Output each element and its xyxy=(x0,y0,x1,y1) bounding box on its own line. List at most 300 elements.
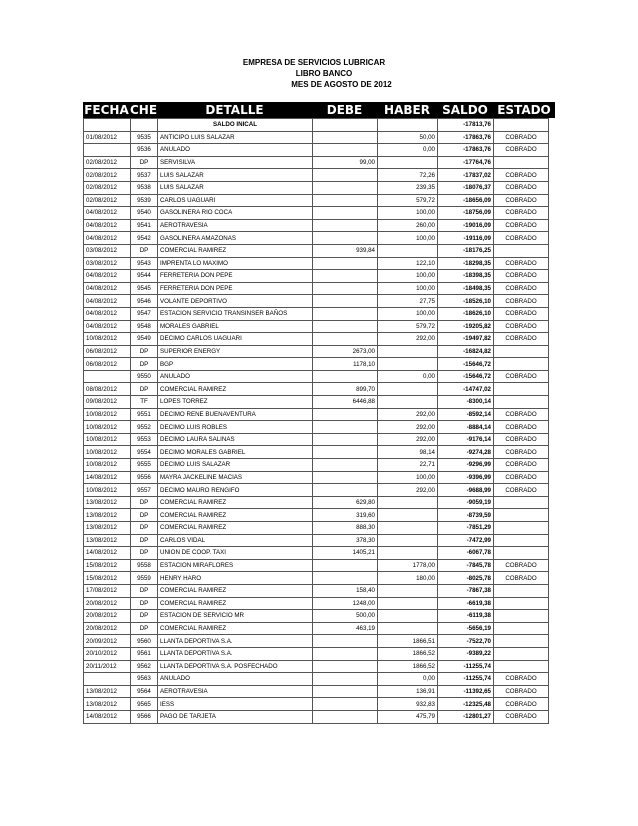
cell-fecha: 04/08/2012 xyxy=(84,295,131,308)
cell-saldo: -14747,02 xyxy=(438,383,494,396)
cell-fecha: 02/08/2012 xyxy=(84,156,131,169)
cell-fecha xyxy=(84,370,131,383)
cell-cheque: 9549 xyxy=(131,333,158,346)
cell-haber: 0,00 xyxy=(378,370,438,383)
cell-detalle: LUIS SALAZAR xyxy=(158,181,313,194)
cell-estado xyxy=(494,244,549,257)
table-row xyxy=(84,370,549,383)
cell-debe xyxy=(313,270,378,283)
cell-fecha: 20/09/2012 xyxy=(84,635,131,648)
table-row xyxy=(84,647,549,660)
cell-fecha xyxy=(84,119,131,132)
cell-debe: 319,60 xyxy=(313,509,378,522)
cell-debe: 158,40 xyxy=(313,584,378,597)
cell-cheque: 9546 xyxy=(131,295,158,308)
cell-detalle: BGP xyxy=(158,358,313,371)
cell-cheque: 9550 xyxy=(131,370,158,383)
cell-cheque: DP xyxy=(131,383,158,396)
table-row xyxy=(84,219,549,232)
cell-fecha: 01/08/2012 xyxy=(84,131,131,144)
cell-detalle: IESS xyxy=(158,698,313,711)
header-cheque: CHE xyxy=(130,103,157,117)
cell-fecha: 04/08/2012 xyxy=(84,219,131,232)
cell-debe xyxy=(313,370,378,383)
cell-detalle: DECIMO MAURO RENGIFO xyxy=(158,484,313,497)
cell-haber xyxy=(378,534,438,547)
cell-saldo: -9274,28 xyxy=(438,446,494,459)
cell-saldo: -17863,76 xyxy=(438,144,494,157)
cell-saldo: -15646,72 xyxy=(438,358,494,371)
cell-saldo: -5656,19 xyxy=(438,622,494,635)
table-row xyxy=(84,635,549,648)
cell-haber: 136,91 xyxy=(378,685,438,698)
cell-estado: COBRADO xyxy=(494,685,549,698)
cell-estado: COBRADO xyxy=(494,307,549,320)
cell-saldo: -6619,38 xyxy=(438,597,494,610)
cell-haber xyxy=(378,622,438,635)
cell-fecha: 10/08/2012 xyxy=(84,446,131,459)
cell-estado xyxy=(494,597,549,610)
cell-fecha: 10/08/2012 xyxy=(84,333,131,346)
cell-detalle: GASOLINERA RIO COCA xyxy=(158,207,313,220)
cell-debe: 1248,00 xyxy=(313,597,378,610)
cell-saldo: -18076,37 xyxy=(438,181,494,194)
cell-haber: 50,00 xyxy=(378,131,438,144)
cell-fecha: 13/08/2012 xyxy=(84,534,131,547)
cell-detalle: COMERCIAL RAMIREZ xyxy=(158,509,313,522)
cell-debe: 99,00 xyxy=(313,156,378,169)
cell-fecha: 02/08/2012 xyxy=(84,181,131,194)
cell-cheque: 9537 xyxy=(131,169,158,182)
cell-cheque: 9558 xyxy=(131,559,158,572)
cell-cheque: 9554 xyxy=(131,446,158,459)
header-saldo: SALDO xyxy=(442,103,488,117)
cell-debe xyxy=(313,433,378,446)
cell-fecha: 20/08/2012 xyxy=(84,610,131,623)
cell-haber xyxy=(378,119,438,132)
cell-saldo: -19497,82 xyxy=(438,333,494,346)
cell-estado: COBRADO xyxy=(494,320,549,333)
cell-estado: COBRADO xyxy=(494,370,549,383)
cell-saldo: -9296,99 xyxy=(438,459,494,472)
cell-haber: 72,26 xyxy=(378,169,438,182)
cell-detalle: DECIMO CARLOS UAGUARI xyxy=(158,333,313,346)
cell-cheque: 9541 xyxy=(131,219,158,232)
cell-haber: 932,83 xyxy=(378,698,438,711)
cell-detalle: UNION DE COOP. TAXI xyxy=(158,547,313,560)
cell-saldo: -18656,09 xyxy=(438,194,494,207)
cell-haber: 100,00 xyxy=(378,471,438,484)
cell-estado: COBRADO xyxy=(494,433,549,446)
cell-estado: COBRADO xyxy=(494,710,549,723)
cell-haber: 292,00 xyxy=(378,408,438,421)
cell-fecha: 04/08/2012 xyxy=(84,307,131,320)
table-row xyxy=(84,270,549,283)
cell-debe xyxy=(313,635,378,648)
cell-cheque: 9566 xyxy=(131,710,158,723)
cell-fecha: 04/08/2012 xyxy=(84,282,131,295)
cell-cheque: 9535 xyxy=(131,131,158,144)
table-row xyxy=(84,207,549,220)
cell-estado xyxy=(494,534,549,547)
table-row xyxy=(84,282,549,295)
cell-haber: 22,71 xyxy=(378,459,438,472)
cell-estado: COBRADO xyxy=(494,207,549,220)
cell-fecha: 20/08/2012 xyxy=(84,597,131,610)
table-row xyxy=(84,559,549,572)
table-row xyxy=(84,534,549,547)
cell-detalle: ANULADO xyxy=(158,144,313,157)
cell-haber xyxy=(378,610,438,623)
cell-debe xyxy=(313,181,378,194)
cell-debe xyxy=(313,559,378,572)
cell-debe xyxy=(313,698,378,711)
cell-saldo: -8025,78 xyxy=(438,572,494,585)
cell-cheque: 9564 xyxy=(131,685,158,698)
cell-debe xyxy=(313,282,378,295)
cell-saldo: -18398,35 xyxy=(438,270,494,283)
cell-haber: 27,75 xyxy=(378,295,438,308)
cell-detalle: MORALES GABRIEL xyxy=(158,320,313,333)
cell-fecha: 13/08/2012 xyxy=(84,685,131,698)
cell-cheque: 9565 xyxy=(131,698,158,711)
cell-haber: 1778,00 xyxy=(378,559,438,572)
table-row xyxy=(84,244,549,257)
cell-fecha: 10/08/2012 xyxy=(84,459,131,472)
cell-haber: 292,00 xyxy=(378,333,438,346)
table-row xyxy=(84,610,549,623)
cell-saldo: -15646,72 xyxy=(438,370,494,383)
table-row xyxy=(84,710,549,723)
table-row xyxy=(84,496,549,509)
cell-debe xyxy=(313,207,378,220)
cell-saldo: -18526,10 xyxy=(438,295,494,308)
cell-haber: 292,00 xyxy=(378,433,438,446)
cell-cheque: 9563 xyxy=(131,673,158,686)
cell-cheque: 9562 xyxy=(131,660,158,673)
document-titles xyxy=(0,57,638,90)
cell-debe xyxy=(313,572,378,585)
cell-debe: 1405,21 xyxy=(313,547,378,560)
cell-fecha: 10/08/2012 xyxy=(84,433,131,446)
table-row xyxy=(84,698,549,711)
cell-debe xyxy=(313,144,378,157)
cell-estado xyxy=(494,610,549,623)
cell-cheque xyxy=(131,119,158,132)
cell-detalle: FERRETERIA DON PEPE xyxy=(158,270,313,283)
cell-estado: COBRADO xyxy=(494,698,549,711)
cell-saldo: -6067,78 xyxy=(438,547,494,560)
cell-estado xyxy=(494,345,549,358)
cell-debe xyxy=(313,685,378,698)
cell-cheque: 9542 xyxy=(131,232,158,245)
table-row xyxy=(84,345,549,358)
cell-haber: 475,79 xyxy=(378,710,438,723)
cell-debe xyxy=(313,421,378,434)
ledger-table xyxy=(83,118,549,724)
cell-debe: 463,19 xyxy=(313,622,378,635)
table-row xyxy=(84,396,549,409)
cell-haber: 579,72 xyxy=(378,194,438,207)
cell-cheque: DP xyxy=(131,547,158,560)
cell-saldo: -9396,99 xyxy=(438,471,494,484)
cell-detalle: PAGO DE TARJETA xyxy=(158,710,313,723)
cell-estado xyxy=(494,660,549,673)
table-row xyxy=(84,194,549,207)
cell-fecha: 04/08/2012 xyxy=(84,320,131,333)
cell-haber: 100,00 xyxy=(378,282,438,295)
cell-detalle: ESTACION DE SERVICIO MR xyxy=(158,610,313,623)
cell-haber xyxy=(378,396,438,409)
cell-estado xyxy=(494,496,549,509)
cell-estado xyxy=(494,358,549,371)
cell-cheque: DP xyxy=(131,496,158,509)
cell-estado xyxy=(494,635,549,648)
cell-estado: COBRADO xyxy=(494,572,549,585)
cell-cheque: 9547 xyxy=(131,307,158,320)
cell-fecha: 02/08/2012 xyxy=(84,194,131,207)
cell-detalle: COMERCIAL RAMIREZ xyxy=(158,597,313,610)
cell-debe xyxy=(313,169,378,182)
cell-detalle: SALDO INICAL xyxy=(158,119,313,132)
cell-debe xyxy=(313,647,378,660)
cell-haber: 100,00 xyxy=(378,232,438,245)
cell-detalle: COMERCIAL RAMIREZ xyxy=(158,622,313,635)
cell-debe: 888,30 xyxy=(313,522,378,535)
cell-detalle: DECIMO MORALES GABRIEL xyxy=(158,446,313,459)
table-row xyxy=(84,169,549,182)
cell-estado xyxy=(494,622,549,635)
cell-haber: 100,00 xyxy=(378,270,438,283)
table-row xyxy=(84,433,549,446)
cell-estado: COBRADO xyxy=(494,333,549,346)
cell-haber: 239,35 xyxy=(378,181,438,194)
cell-saldo: -9059,19 xyxy=(438,496,494,509)
cell-saldo: -19205,82 xyxy=(438,320,494,333)
cell-debe: 6446,88 xyxy=(313,396,378,409)
cell-haber xyxy=(378,547,438,560)
cell-saldo: -8592,14 xyxy=(438,408,494,421)
cell-cheque: 9536 xyxy=(131,144,158,157)
cell-estado: COBRADO xyxy=(494,459,549,472)
cell-detalle: COMERCIAL RAMIREZ xyxy=(158,383,313,396)
cell-fecha: 03/08/2012 xyxy=(84,244,131,257)
cell-debe xyxy=(313,673,378,686)
table-row xyxy=(84,232,549,245)
header-estado: ESTADO xyxy=(497,103,551,117)
cell-saldo: -9688,99 xyxy=(438,484,494,497)
table-row xyxy=(84,295,549,308)
cell-fecha: 14/08/2012 xyxy=(84,547,131,560)
cell-estado: COBRADO xyxy=(494,408,549,421)
cell-debe xyxy=(313,408,378,421)
table-row xyxy=(84,358,549,371)
cell-estado: COBRADO xyxy=(494,446,549,459)
cell-detalle: COMERCIAL RAMIREZ xyxy=(158,496,313,509)
cell-debe: 899,70 xyxy=(313,383,378,396)
cell-saldo: -18176,25 xyxy=(438,244,494,257)
cell-cheque: DP xyxy=(131,156,158,169)
cell-debe xyxy=(313,295,378,308)
table-row xyxy=(84,307,549,320)
cell-estado: COBRADO xyxy=(494,295,549,308)
ledger-body xyxy=(84,119,549,724)
cell-cheque: 9539 xyxy=(131,194,158,207)
cell-fecha: 10/08/2012 xyxy=(84,421,131,434)
cell-estado: COBRADO xyxy=(494,471,549,484)
header-fecha: FECHA xyxy=(84,103,129,117)
cell-detalle: COMERCIAL RAMIREZ xyxy=(158,584,313,597)
cell-fecha: 20/08/2012 xyxy=(84,622,131,635)
cell-haber: 579,72 xyxy=(378,320,438,333)
period-title: MES DE AGOSTO DE 2012 xyxy=(291,80,392,89)
cell-fecha xyxy=(84,673,131,686)
cell-estado: COBRADO xyxy=(494,270,549,283)
cell-cheque: 9538 xyxy=(131,181,158,194)
cell-estado xyxy=(494,156,549,169)
cell-saldo: -11255,74 xyxy=(438,673,494,686)
cell-debe: 2673,00 xyxy=(313,345,378,358)
cell-haber: 1866,52 xyxy=(378,647,438,660)
cell-detalle: SERVISILVA xyxy=(158,156,313,169)
cell-haber xyxy=(378,597,438,610)
cell-saldo: -17863,76 xyxy=(438,131,494,144)
cell-estado: COBRADO xyxy=(494,219,549,232)
cell-detalle: ESTACION MIRAFLORES xyxy=(158,559,313,572)
cell-cheque: DP xyxy=(131,534,158,547)
cell-cheque: 9561 xyxy=(131,647,158,660)
cell-fecha: 13/08/2012 xyxy=(84,509,131,522)
cell-fecha: 02/08/2012 xyxy=(84,169,131,182)
cell-haber: 0,00 xyxy=(378,673,438,686)
cell-haber: 100,00 xyxy=(378,307,438,320)
header-haber: HABER xyxy=(384,103,430,117)
cell-estado: COBRADO xyxy=(494,673,549,686)
cell-detalle: LOPES TORREZ xyxy=(158,396,313,409)
cell-cheque: 9548 xyxy=(131,320,158,333)
cell-saldo: -18626,10 xyxy=(438,307,494,320)
cell-saldo: -19016,09 xyxy=(438,219,494,232)
table-row xyxy=(84,547,549,560)
cell-haber xyxy=(378,244,438,257)
cell-detalle: CARLOS VIDAL xyxy=(158,534,313,547)
cell-fecha: 15/08/2012 xyxy=(84,572,131,585)
cell-fecha: 14/08/2012 xyxy=(84,710,131,723)
cell-fecha: 04/08/2012 xyxy=(84,207,131,220)
cell-detalle: ANULADO xyxy=(158,673,313,686)
cell-detalle: DECIMO LUIS SALAZAR xyxy=(158,459,313,472)
cell-fecha: 08/08/2012 xyxy=(84,383,131,396)
cell-fecha: 15/08/2012 xyxy=(84,559,131,572)
cell-cheque: 9545 xyxy=(131,282,158,295)
cell-fecha xyxy=(84,144,131,157)
table-row xyxy=(84,131,549,144)
cell-estado xyxy=(494,522,549,535)
cell-haber xyxy=(378,509,438,522)
cell-fecha: 09/08/2012 xyxy=(84,396,131,409)
table-row xyxy=(84,459,549,472)
table-row xyxy=(84,320,549,333)
cell-haber xyxy=(378,345,438,358)
company-title: EMPRESA DE SERVICIOS LUBRICAR xyxy=(242,58,386,67)
cell-haber: 292,00 xyxy=(378,421,438,434)
cell-cheque: DP xyxy=(131,345,158,358)
cell-estado: COBRADO xyxy=(494,169,549,182)
cell-detalle: LLANTA DEPORTIVA S.A. xyxy=(158,635,313,648)
cell-detalle: ANTICIPO LUIS SALAZAR xyxy=(158,131,313,144)
ledger-title: LIBRO BANCO xyxy=(295,69,353,78)
cell-debe xyxy=(313,660,378,673)
cell-haber xyxy=(378,584,438,597)
cell-cheque: 9543 xyxy=(131,257,158,270)
cell-debe: 500,00 xyxy=(313,610,378,623)
cell-cheque: DP xyxy=(131,509,158,522)
table-row xyxy=(84,509,549,522)
cell-cheque: 9540 xyxy=(131,207,158,220)
cell-estado: COBRADO xyxy=(494,144,549,157)
cell-debe: 629,80 xyxy=(313,496,378,509)
cell-fecha: 20/10/2012 xyxy=(84,647,131,660)
cell-detalle: COMERCIAL RAMIREZ xyxy=(158,522,313,535)
cell-saldo: -17813,76 xyxy=(438,119,494,132)
cell-debe xyxy=(313,459,378,472)
cell-debe xyxy=(313,320,378,333)
cell-saldo: -17764,76 xyxy=(438,156,494,169)
cell-cheque: 9553 xyxy=(131,433,158,446)
cell-detalle: AEROTRAVESIA xyxy=(158,685,313,698)
cell-debe: 939,84 xyxy=(313,244,378,257)
cell-saldo: -8884,14 xyxy=(438,421,494,434)
cell-saldo: -6119,38 xyxy=(438,610,494,623)
cell-detalle: SUPERIOR ENERGY xyxy=(158,345,313,358)
cell-fecha: 04/08/2012 xyxy=(84,232,131,245)
cell-cheque: 9555 xyxy=(131,459,158,472)
table-row xyxy=(84,257,549,270)
cell-estado: COBRADO xyxy=(494,282,549,295)
cell-haber: 180,00 xyxy=(378,572,438,585)
table-row xyxy=(84,685,549,698)
table-row xyxy=(84,484,549,497)
cell-debe xyxy=(313,471,378,484)
cell-fecha: 20/11/2012 xyxy=(84,660,131,673)
cell-saldo: -19116,09 xyxy=(438,232,494,245)
cell-debe: 378,30 xyxy=(313,534,378,547)
cell-estado: COBRADO xyxy=(494,131,549,144)
table-row xyxy=(84,622,549,635)
table-row xyxy=(84,572,549,585)
cell-cheque: 9552 xyxy=(131,421,158,434)
cell-saldo: -12801,27 xyxy=(438,710,494,723)
cell-detalle: VOLANTE DEPORTIVO xyxy=(158,295,313,308)
table-header xyxy=(83,102,555,118)
cell-haber xyxy=(378,496,438,509)
cell-fecha: 03/08/2012 xyxy=(84,257,131,270)
cell-saldo: -7851,29 xyxy=(438,522,494,535)
cell-debe xyxy=(313,119,378,132)
cell-saldo: -8739,59 xyxy=(438,509,494,522)
cell-debe xyxy=(313,710,378,723)
cell-haber: 98,14 xyxy=(378,446,438,459)
cell-fecha: 14/08/2012 xyxy=(84,471,131,484)
cell-cheque: 9556 xyxy=(131,471,158,484)
table-row xyxy=(84,446,549,459)
cell-estado: COBRADO xyxy=(494,421,549,434)
cell-estado xyxy=(494,396,549,409)
cell-detalle: IMPRENTA LO MAXIMO xyxy=(158,257,313,270)
cell-detalle: CARLOS UAGUARI xyxy=(158,194,313,207)
cell-detalle: COMERCIAL RAMIREZ xyxy=(158,244,313,257)
cell-debe xyxy=(313,484,378,497)
